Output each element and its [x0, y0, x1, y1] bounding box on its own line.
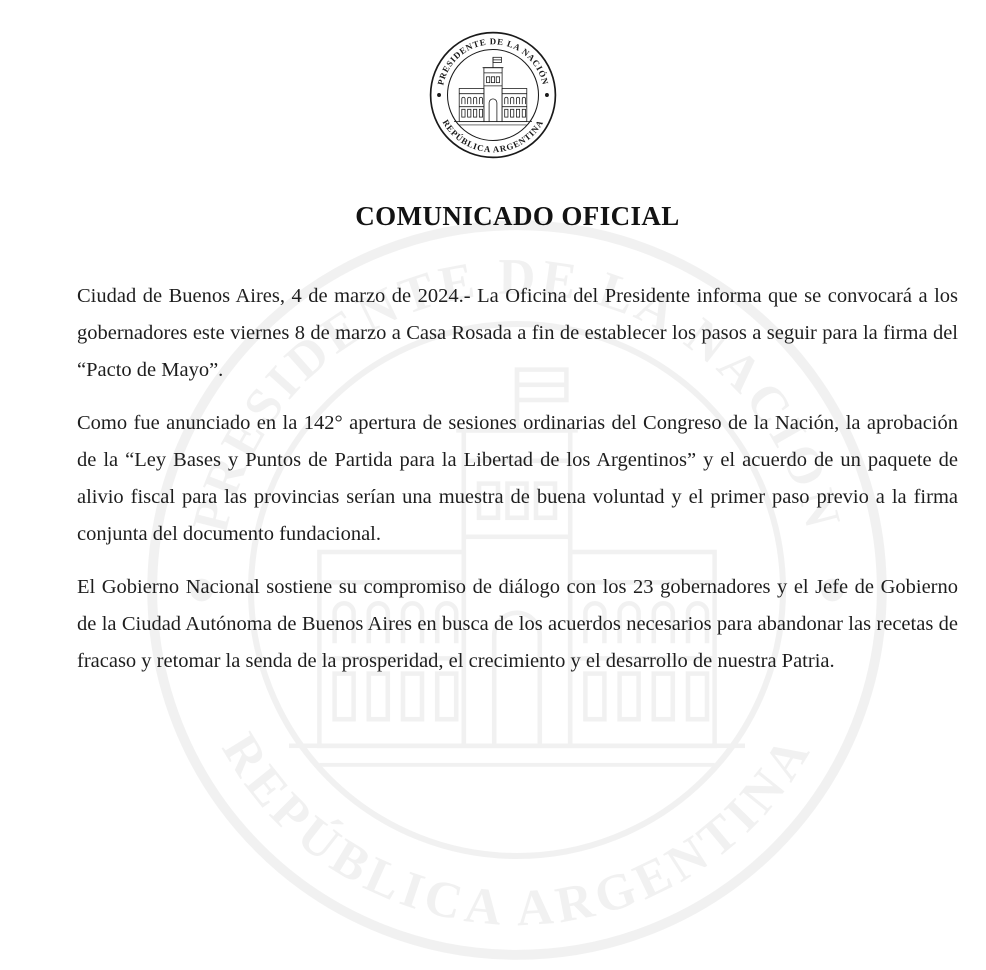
presidential-seal	[428, 30, 558, 160]
communique-paragraph-3: El Gobierno Nacional sostiene su compromiso de diálogo con los 23 gobernadores y el Jefe de Gobierno de la Ciudad Autónoma de Buenos Aires en busca de los acuerdos necesarios para abandonar las recetas de fracaso y retomar la senda de la prosperidad, el crecimiento y el desarrollo de nuestra Patria.	[77, 576, 958, 672]
communique-paragraph-2: Como fue anunciado en la 142° apertura de sesiones ordinarias del Congreso de la Nación, la aprobación de la “Ley Bases y Puntos de Partida para la Libertad de los Argentinos” y el acuerdo de un paquete de alivio fiscal para las provincias serían una muestra de buena voluntad y el primer paso previo a la firma conjunta del documento fundacional.	[77, 412, 958, 545]
communique-title: COMUNICADO OFICIAL	[355, 201, 680, 231]
communique-body	[77, 278, 958, 680]
seal-header	[0, 0, 986, 165]
communique-paragraph-1: Ciudad de Buenos Aires, 4 de marzo de 2024.- La Oficina del Presidente informa que se convocará a los gobernadores este viernes 8 de marzo a Casa Rosada a fin de establecer los pasos a seguir para la firma del “Pacto de Mayo”.	[77, 285, 958, 381]
